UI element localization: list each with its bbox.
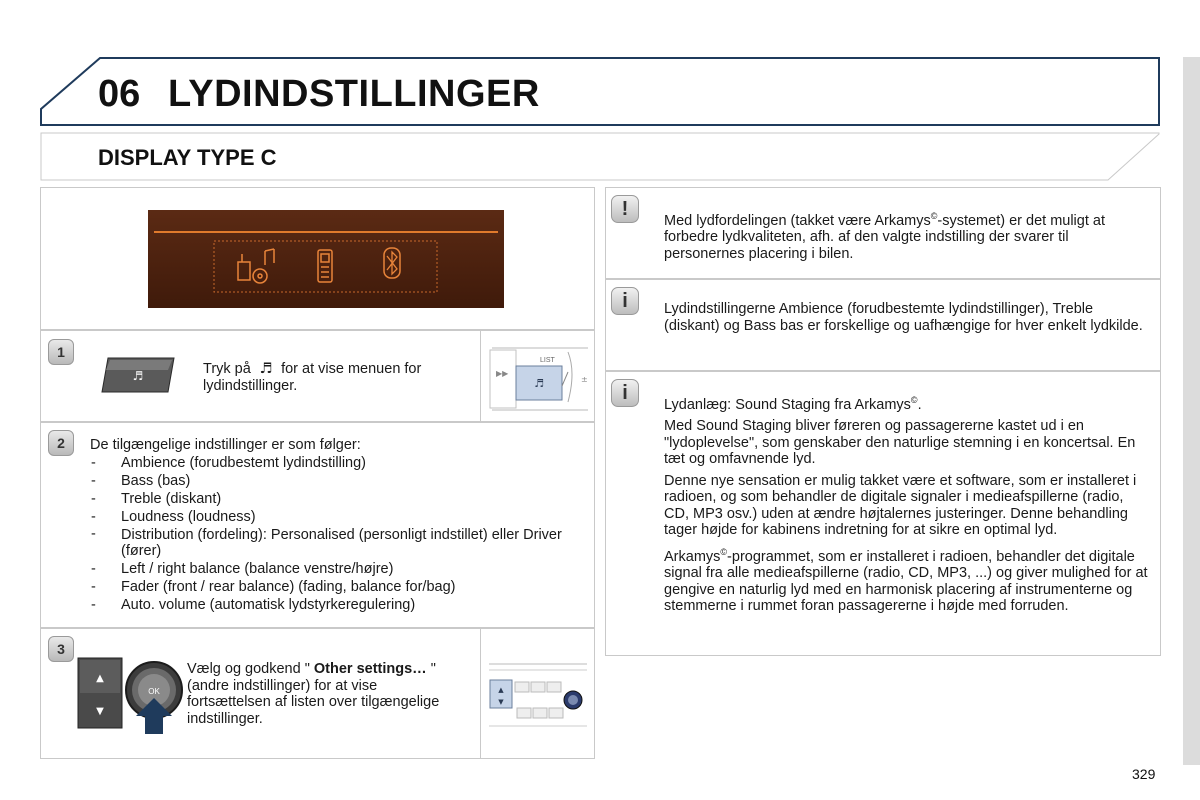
phone-icon	[318, 250, 332, 282]
ok-label: OK	[148, 687, 160, 696]
svg-text:♬: ♬	[534, 377, 544, 390]
step-3-text-after: " (andre indstillinger) for at vise fortsættelsen af listen over tilgængelige indstillinger.	[187, 661, 440, 727]
step-1-text	[203, 361, 468, 394]
warning-icon: !	[611, 195, 639, 223]
arrow-up-icon: ▲	[96, 673, 104, 684]
page-number: 329	[1132, 766, 1156, 782]
svg-text:▶▶: ▶▶	[496, 369, 509, 378]
list-item: - Distribution (fordeling): Personalised (personligt indstillet) eller Driver (fører)	[90, 526, 585, 560]
svg-text:▲: ▲	[498, 686, 504, 694]
music-note-icon: ♬	[254, 361, 278, 377]
list-item: - Loudness (loudness)	[90, 508, 585, 526]
copyright-mark: ©	[720, 546, 728, 557]
list-item: - Bass (bas)	[90, 472, 585, 490]
step-2-badge: 2	[48, 430, 74, 456]
step-3-text-before: Vælg og godkend "	[187, 661, 314, 677]
ok-knob-illustration	[76, 654, 186, 738]
note-1-text-before: Med lydfordelingen (takket være Arkamys	[664, 212, 931, 229]
settings-list	[90, 454, 585, 614]
arrow-down-icon: ▼	[96, 706, 104, 717]
display-screen-graphics	[148, 210, 504, 308]
note-3-paragraph: Denne nye sensation er mulig takket være et software, som er installeret i radioen, og som behandler de digitale signaler i medieafspillerne (radio, CD, MP3 osv.) uden at ændre højtalernes justeringer. Denne behandling tager højde for kabinens indretning for at sikre en optimal lyd.	[664, 472, 1137, 539]
step-3-bold: Other settings…	[313, 661, 427, 677]
list-label: LIST	[540, 357, 555, 364]
copyright-mark: ©	[930, 211, 938, 221]
chapter-number: 06	[98, 73, 141, 115]
radio-panel-step1	[488, 342, 590, 414]
music-note-icon: ♬	[132, 369, 144, 383]
bluetooth-icon	[384, 248, 400, 278]
info-icon: i	[611, 379, 639, 407]
copyright-mark: ©	[910, 395, 918, 405]
radio-panel-step3	[487, 660, 589, 738]
note-3-p4-after: -programmet, som er installeret i radioen, behandler det digitale signal fra alle medieafspillerne (radio, CD, MP3, ...) og giver mulighed for at gengive en naturlig lyd med en harmonisk placering af instrumenterne og stemmerne i rummet foran passagererne i højde med forruden.	[664, 548, 1148, 615]
svg-text:▼: ▼	[498, 698, 504, 706]
music-button-illustration	[100, 356, 176, 394]
display-screen	[148, 210, 504, 308]
step-1-text-after: for at vise menuen for lydindstillinger.	[203, 361, 422, 394]
chapter-title: LYDINDSTILLINGER	[168, 73, 540, 115]
step-2-content	[90, 436, 585, 614]
note-1-text-after: -systemet) er det muligt at forbedre lydkvaliteten, afh. af den valgte indstilling der svarer til personernes placering i bilen.	[664, 212, 1105, 262]
side-tab	[1183, 57, 1200, 765]
step-2-intro: De tilgængelige indstillinger er som følger:	[90, 437, 361, 453]
svg-text:±: ±	[581, 375, 588, 384]
note-3-p4-before: Arkamys	[664, 548, 721, 565]
note-3-paragraph	[664, 544, 1152, 615]
list-item: - Left / right balance (balance venstre/højre)	[90, 560, 585, 578]
media-source-icon	[238, 249, 274, 283]
list-item: - Treble (diskant)	[90, 490, 585, 508]
note-2-text: Lydindstillingerne Ambience (forudbestemte lydindstillinger), Treble (diskant) og Bass bas er forskellige og uafhængige for hver enkelt lydkilde.	[664, 301, 1143, 334]
step-1-text-before: Tryk på	[203, 361, 251, 377]
list-item: - Auto. volume (automatisk lydstyrkeregulering)	[90, 596, 585, 614]
note-1-text	[664, 208, 1149, 262]
note-3-p1-after: .	[917, 396, 922, 413]
note-3-p1-before: Lydanlæg: Sound Staging fra Arkamys	[664, 396, 911, 413]
info-icon: i	[611, 287, 639, 315]
note-3-text	[664, 392, 1152, 615]
step-3-text	[187, 661, 455, 727]
section-bar	[40, 132, 1161, 182]
note-3-paragraph	[664, 392, 1152, 413]
step-1-badge: 1	[48, 339, 74, 365]
list-item: - Fader (front / rear balance) (fading, balance for/bag)	[90, 578, 585, 596]
note-3-paragraph: Med Sound Staging bliver føreren og passagererne kastet ud i en "lydoplevelse", som genskaber den naturlige stemning i en koncertsal. En tæt og omfavnende lyd.	[664, 418, 1136, 468]
section-title: DISPLAY TYPE C	[98, 145, 277, 170]
step-3-badge: 3	[48, 636, 74, 662]
chapter-header	[40, 57, 1161, 127]
list-item: - Ambience (forudbestemt lydindstilling)	[90, 454, 585, 472]
